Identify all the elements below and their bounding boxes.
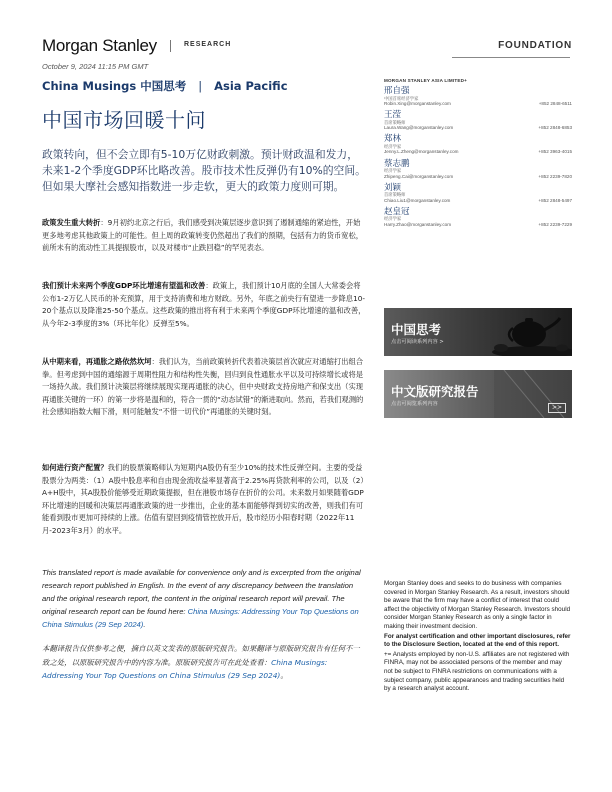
paragraph-text: 我们的股票策略师认为短期内A股仍有至少10%的技术性反弹空间。主要的受益股票分为两类：（1）A股中股息率和自由现金流收益率显著高于2.25%再贷款利率的公司，以及（2）A+H股中，其A股股价能够受近期政策提振，但在港股市场存在折价的公司。未来数月如果随着GDP环比增速的回暖和决策层再通胀政策的进一步推出，企业的基本面能够得到切实的改善，则我们有可能看到股市更加可持续的上涨。估值有望回到疫情管控放开后，股市经历小阳春时期（2022年11月-2023年3月）的水平。 — [42, 463, 365, 535]
body-paragraph — [42, 356, 367, 419]
analyst-email[interactable]: Robin.Xing@morganstanley.com — [384, 101, 451, 106]
series-separator: | — [198, 79, 203, 93]
analyst-email[interactable]: Laura.Wang@morganstanley.com — [384, 125, 454, 131]
analyst-list — [384, 78, 572, 228]
series-name: China Musings 中国思考 — [42, 79, 187, 93]
analyst-email[interactable]: Jenny.L.Zheng@morganstanley.com — [384, 149, 459, 155]
translation-disclaimer-cn — [42, 642, 367, 683]
header-divider — [170, 40, 171, 52]
analyst-title: 经济学家 — [384, 144, 402, 150]
disclaimer-text: 本翻译报告仅供参考之便，摘自以英文发表的原版研究报告。如果翻译与原版研究报告有任何不一致之处，以原版研究报告中的内容为准。原版研究报告可在此处查看： — [42, 644, 360, 667]
analyst-name: 赵皇冠 — [384, 206, 410, 217]
analyst-phone: +852 2239-7229 — [538, 221, 572, 227]
analyst-email[interactable]: Chiao.Liu1@morganstanley.com — [384, 197, 451, 203]
paragraph-heading: 如何进行资产配置？ — [42, 463, 108, 472]
finra-note: += Analysts employed by non-U.S. affiliates are not registered with FINRA, may not be associated persons of the member and may not be subject to FINRA restrictions on communications with a subject company, public appearances and trading securities held by a research analyst account. — [384, 650, 570, 693]
banner-subtitle: 点击可阅览系列内容 — [391, 401, 438, 407]
report-title: 中国市场回暖十问 — [42, 108, 206, 132]
original-report-link[interactable]: China Musings: Addressing Your Top Questions on China Stimulus (29 Sep 2024) — [42, 657, 328, 680]
analyst-entry — [384, 83, 572, 107]
disclosure-text: Morgan Stanley does and seeks to do business with companies covered in Morgan Stanley Research. As a result, investors should be aware that the firm may have a conflict of interest that could affect the objectivity of Morgan Stanley Research. Investors should consider Morgan Stanley Research as only a single factor in making their investment decision. — [384, 580, 571, 630]
analyst-entry — [384, 131, 572, 155]
research-label: RESEARCH — [184, 41, 232, 48]
analyst-phone: +852 3963-4015 — [538, 149, 572, 155]
analyst-email[interactable]: Zhipeng.Cai@morganstanley.com — [384, 173, 454, 179]
chinese-research-banner[interactable] — [384, 370, 572, 418]
paragraph-text: ：我们认为，当前政策转折代表着决策层首次就应对通缩打出组合拳。但考虑到中国的通缩源于周期性阻力和结构性失衡，回归到良性通胀水平以及可持续增长或将是一场持久战。我们预计决策层将继续展现实现再通胀的决心，但中央财政支持房地产和保支出（实现再通胀关键的一环）的第一步将是温和的，符合一贯的“动态试错”的渐进取向。然而，若我们观测的社会感知指数大幅下滑，则可能触发“不惜一切代价”再通胀的关键时刻。 — [42, 357, 364, 417]
region-name: Asia Pacific — [214, 79, 288, 93]
analyst-entry — [384, 107, 572, 131]
paragraph-heading: 政策发生重大转折 — [42, 218, 101, 227]
foundation-label: FOUNDATION — [498, 40, 572, 51]
disclaimer-end: 。 — [280, 671, 288, 680]
translation-disclaimer-en — [42, 566, 367, 631]
disclosure-note — [384, 580, 572, 694]
analyst-name: 王滢 — [384, 110, 402, 121]
paragraph-heading: 从中期来看，再通胀之路依然坎坷 — [42, 357, 152, 366]
disclaimer-text: This translated report is made available for convenience only and is excerpted from the original research report published in English. In the event of any discrepancy between the translation and the original research report, the content in the original research report will prevail. The original research report can be found here: — [42, 568, 361, 616]
body-paragraph — [42, 462, 367, 538]
publish-date: October 9, 2024 11:15 PM GMT — [42, 62, 149, 71]
analyst-name: 刘颖 — [384, 182, 402, 193]
body-paragraph — [42, 217, 367, 255]
analyst-title: 经济学家 — [384, 217, 402, 223]
banner-title: 中文版研究报告 — [391, 384, 479, 399]
disclosure-bold: For analyst certification and other important disclosures, refer to the Disclosure Section, located at the end of this report. — [384, 632, 571, 649]
double-arrow-icon[interactable]: >> — [548, 403, 566, 413]
analyst-phone: +852 2848-6853 — [538, 125, 572, 131]
analyst-entry — [384, 156, 572, 180]
disclaimer-end: . — [143, 620, 146, 629]
report-header — [42, 36, 572, 62]
banner-subtitle: 点击可阅读系列内容 > — [391, 339, 444, 345]
paragraph-text: ：政策上，我们预计10月底的全国人大常委会将公布1-2万亿人民币的补充预算，用于支持消费和地方财政。另外，年底之前央行有望进一步降息10-20个基点以及降准25-50个基点。这些政策的推出将有利于未来两个季度GDP环比增速的温和改善，从今年2-3季度的3%（环比年化）反弹至5%。 — [42, 281, 366, 328]
analyst-title: 首席策略师 — [384, 193, 406, 199]
paragraph-heading: 我们预计未来两个季度GDP环比增速有望温和改善 — [42, 281, 206, 290]
china-musings-banner[interactable] — [384, 308, 572, 356]
original-report-link[interactable]: China Musings: Addressing Your Top Questions on China Stimulus (29 Sep 2024) — [42, 607, 359, 629]
analyst-name: 蔡志鹏 — [384, 158, 410, 169]
analyst-phone: +852 2848-6511 — [538, 101, 572, 106]
morgan-stanley-logo: Morgan Stanley — [42, 36, 157, 55]
analyst-name: 郑林 — [384, 134, 402, 145]
analyst-entry — [384, 204, 572, 228]
series-line — [42, 78, 288, 94]
foundation-underline — [452, 57, 570, 58]
analyst-email[interactable]: Harry.Zhao@morganstanley.com — [384, 221, 452, 227]
body-paragraph — [42, 280, 367, 330]
analyst-title: 首席策略师 — [384, 120, 406, 126]
analyst-title: 经济学家 — [384, 169, 402, 175]
analyst-title: 中国首席经济学家 — [384, 96, 419, 102]
paragraph-text: ：9月初约北京之行后，我们感受到决策层逐步意识到了遏制通缩的紧迫性，开始更多地考虑其他政策上的可能性。但上周的政策转变仍然超出了我们的预期，包括有力的货币宽松，前所未有的流动性工具提振股市，以及对楼市“止跌回稳”的罕见表态。 — [42, 218, 364, 253]
analyst-entry — [384, 180, 572, 204]
analyst-phone: +852 2239-7820 — [538, 173, 572, 179]
banner-title: 中国思考 — [391, 322, 442, 337]
analyst-name: 邢自强 — [384, 86, 410, 96]
lead-summary: 政策转向，但不会立即有5-10万亿财政刺激。预计财政温和发力，未来1-2个季度GDP环比略改善。股市技术性反弹仍有10%的空间。但如果大摩社会感知指数进一步走软，更大的政策力度则可期。 — [42, 148, 366, 193]
entity-name: MORGAN STANLEY ASIA LIMITED+ — [384, 78, 468, 83]
analyst-phone: +852 2848-5497 — [538, 197, 572, 203]
